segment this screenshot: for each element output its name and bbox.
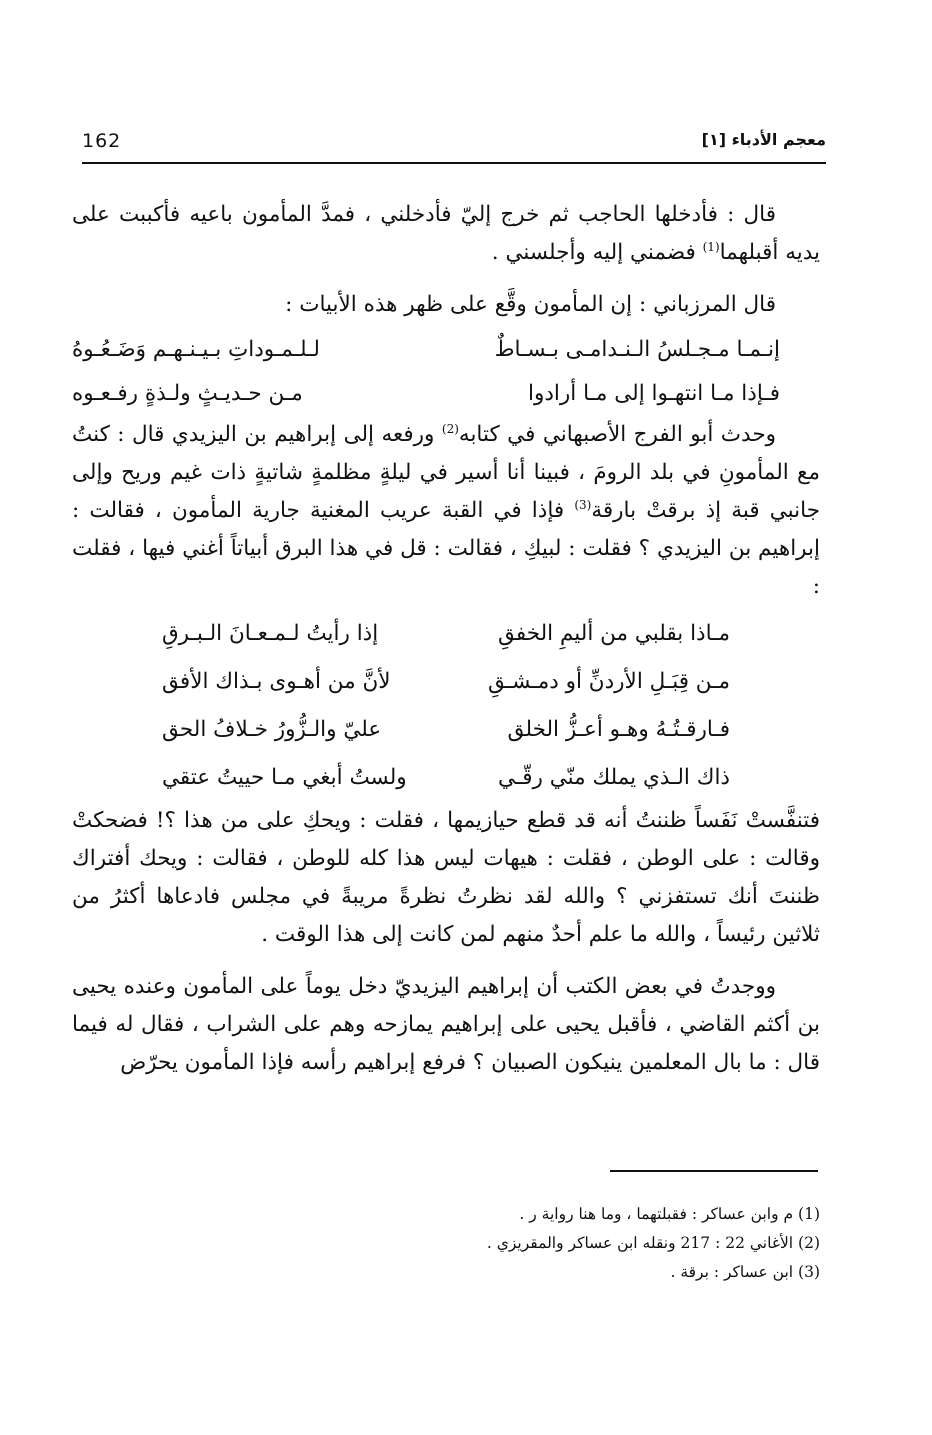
paragraph-3-text-b: ورفعه إلى إبراهيم بن اليزيدي قال : كنتُ مع المأمونِ في بلد الرومَ ، فبينا أنا أسير في ليلةٍ مظلمةٍ شاتيةٍ ذات غيم وريح وإلى جانبي قبة إذ برقتْ بارقة [72, 422, 820, 523]
footnote-1: (1) م وابن عساكر : فقبلتهما ، وما هنا رواية ر . [519, 1205, 820, 1223]
footnote-divider [610, 1170, 818, 1172]
verse-first-hemistich: ذاك الـذي يملك منّي رقّـي [498, 765, 730, 790]
poem-1-verse-1 [72, 328, 820, 372]
paragraph-4: فتنفَّستْ نَفَساً ظننتُ أنه قد قطع حيازيمها ، فقلت : ويحكِ على من هذا ؟! فضحكتْ وقالت : على الوطن ، فقلت : هيهات ليس هذا كله للوطن ، فقالت : ويحك أفتراك ظننتَ أنك تستفزني ؟ والله لقد نظرتُ نظرةً مريبةً في مجلس فادعاها أكثرُ من ثلاثين رئيساً ، والله ما علم أحدٌ منهم لمن كانت إلى هذا الوقت . [72, 808, 820, 947]
paragraph-5: ووجدتُ في بعض الكتب أن إبراهيم اليزيديّ دخل يوماً على المأمون وعنده يحيى بن أكثم القاضي ، فأقبل يحيى على إبراهيم يمازحه وهم على الشراب ، فقال له فيما قال : ما بال المعلمين ينيكون الصبيان ؟ فرفع إبراهيم رأسه فإذا المأمون يحرّض [72, 974, 820, 1075]
footnotes [120, 1200, 820, 1287]
footnote-2: (2) الأغاني 22 : 217 ونقله ابن عساكر والمقريزي . [486, 1234, 820, 1252]
verse-first-hemistich: إنـمـا مـجـلسُ الـنـدامـى بـسـاطٌ [494, 337, 780, 362]
footnote-ref-3: (3) [574, 497, 592, 512]
paragraph-3-text-a: وحدث أبو الفرج الأصبهاني في كتابه [458, 422, 776, 447]
paragraph-2: قال المرزباني : إن المأمون وقَّع على ظهر هذه الأبيات : [285, 292, 776, 317]
verse-first-hemistich: مـن قِبَـلِ الأردنِّ أو دمـشـقِ [487, 669, 730, 694]
verse-second-hemistich: ولستُ أبغي مـا حييتُ عتقي [162, 765, 407, 790]
verse-second-hemistich: لـلـمـوداتِ بـيـنـهـم وَضَـعُـوهُ [72, 337, 320, 362]
main-text [72, 196, 820, 1082]
running-title: معجم الأدباء [١] [701, 130, 826, 149]
footnote-ref-2: (2) [441, 421, 459, 436]
poem-2-verse-4 [162, 754, 730, 802]
footnote-3: (3) ابن عساكر : برقة . [670, 1263, 820, 1281]
verse-second-hemistich: مـن حـديـثٍ ولـذةٍ رفـعـوه [72, 381, 303, 406]
paragraph-1 [72, 196, 820, 272]
verse-first-hemistich: مـاذا بقلبي من أليمِ الخفقِ [497, 621, 730, 646]
poem-1 [72, 328, 820, 416]
verse-second-hemistich: لأنَّ من أهـوى بـذاك الأفق [162, 669, 391, 694]
paragraph-3 [72, 416, 820, 606]
poem-2 [72, 610, 820, 802]
paragraph-1-text: قال : فأدخلها الحاجب ثم خرج إليّ فأدخلني ، فمدَّ المأمون باعيه فأكببت على يديه أقبلهما [72, 202, 820, 265]
paragraph-3-text-c: فإذا في القبة عريب المغنية جارية المأمون ، فقالت : إبراهيم بن اليزيدي ؟ فقلت : لبيكِ ، فقالت : قل في هذا البرق أبياتاً أغني فيها ، فقلت : [72, 498, 820, 599]
verse-first-hemistich: فـإذا مـا انتهـوا إلى مـا أرادوا [527, 381, 780, 406]
verse-first-hemistich: فـارقـتُـهُ وهـو أعـزُّ الخلق [507, 717, 730, 742]
poem-2-verse-1 [162, 610, 730, 658]
poem-2-verse-3 [162, 706, 730, 754]
poem-2-verse-2 [162, 658, 730, 706]
footnote-ref-1: (1) [702, 239, 720, 254]
paragraph-1-tail: فضمني إليه وأجلسني . [491, 240, 703, 265]
page-number: 162 [82, 130, 122, 152]
verse-second-hemistich: إذا رأيتُ لـمـعـانَ الـبـرقِ [162, 621, 379, 646]
verse-second-hemistich: عليّ والـزُّورُ خـلافُ الحق [162, 717, 382, 742]
page-header [82, 128, 826, 164]
poem-1-verse-2 [72, 372, 820, 416]
